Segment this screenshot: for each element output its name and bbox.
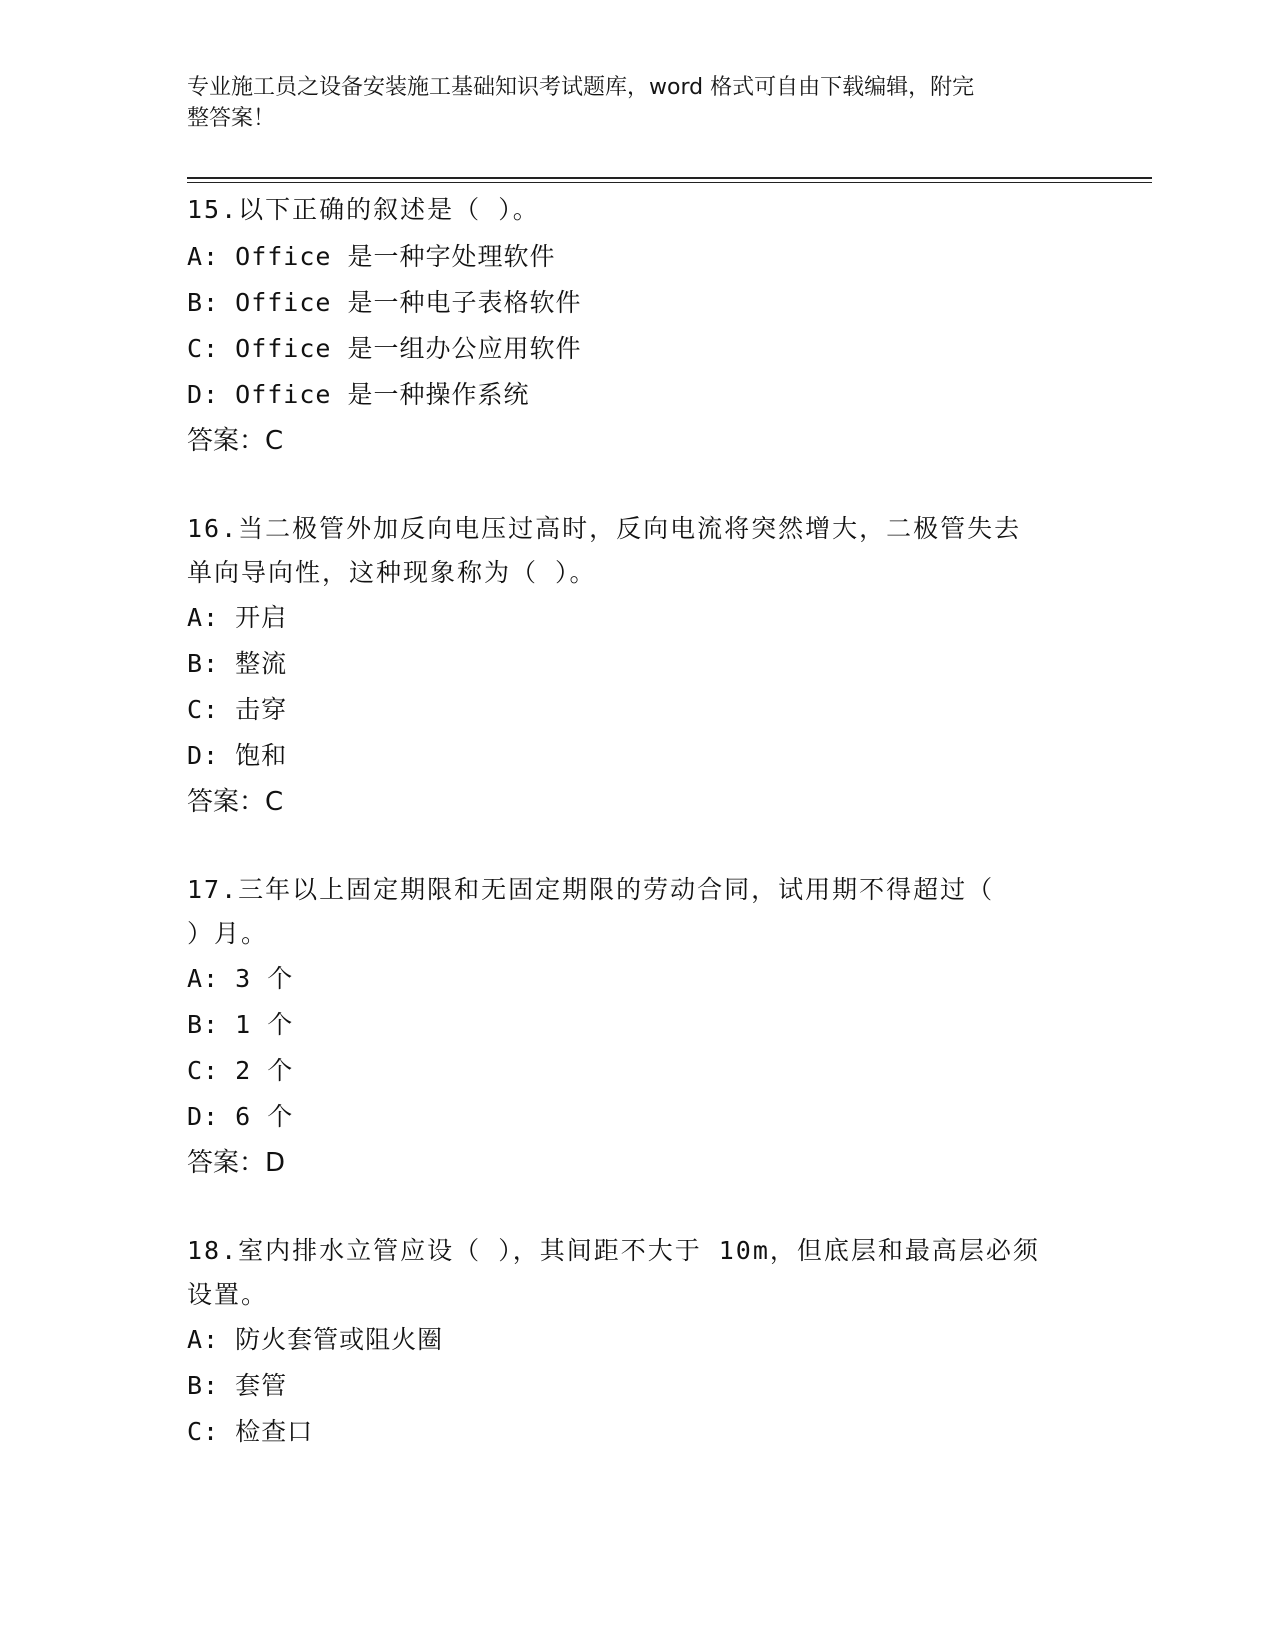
header-divider-thin xyxy=(187,182,1152,183)
option-b: B: 整流 xyxy=(187,649,288,678)
option-b: B: 套管 xyxy=(187,1371,288,1400)
option-d: D: 6 个 xyxy=(187,1102,294,1131)
answer-label: 答案：D xyxy=(187,1148,286,1178)
option-d: D: Office 是一种操作系统 xyxy=(187,380,530,409)
option-a: A: 开启 xyxy=(187,603,288,632)
question-stem: 15.以下正确的叙述是（ ）。 xyxy=(187,195,540,224)
option-c: C: 检查口 xyxy=(187,1417,314,1446)
question-stem-line-1: 18.室内排水立管应设（ ），其间距不大于 10m，但底层和最高层必须 xyxy=(187,1236,1040,1265)
option-c: C: 2 个 xyxy=(187,1056,294,1085)
header-line-2: 整答案！ xyxy=(187,106,276,131)
answer-label: 答案：C xyxy=(187,787,284,817)
question-16 xyxy=(187,507,1087,825)
header-line-1: 专业施工员之设备安装施工基础知识考试题库，word 格式可自由下载编辑，附完 xyxy=(187,75,975,100)
option-a: A: 防火套管或阻火圈 xyxy=(187,1325,444,1354)
question-stem-line-2: ）月。 xyxy=(187,919,269,948)
option-b: B: 1 个 xyxy=(187,1010,294,1039)
question-stem-line-2: 设置。 xyxy=(187,1280,269,1309)
option-b: B: Office 是一种电子表格软件 xyxy=(187,288,582,317)
option-c: C: Office 是一组办公应用软件 xyxy=(187,334,582,363)
option-a: A: Office 是一种字处理软件 xyxy=(187,242,556,271)
document-header xyxy=(187,72,1067,134)
question-stem-line-2: 单向导向性，这种现象称为（ ）。 xyxy=(187,558,597,587)
question-stem-line-1: 16.当二极管外加反向电压过高时，反向电流将突然增大，二极管失去 xyxy=(187,514,1022,543)
option-a: A: 3 个 xyxy=(187,964,294,993)
question-17 xyxy=(187,868,1087,1186)
option-c: C: 击穿 xyxy=(187,695,288,724)
answer-label: 答案：C xyxy=(187,426,284,456)
question-stem-line-1: 17.三年以上固定期限和无固定期限的劳动合同，试用期不得超过（ xyxy=(187,875,995,904)
header-divider-thick xyxy=(187,177,1152,179)
question-18 xyxy=(187,1229,1087,1455)
question-list xyxy=(187,188,1087,1498)
question-15 xyxy=(187,188,1087,464)
option-d: D: 饱和 xyxy=(187,741,288,770)
